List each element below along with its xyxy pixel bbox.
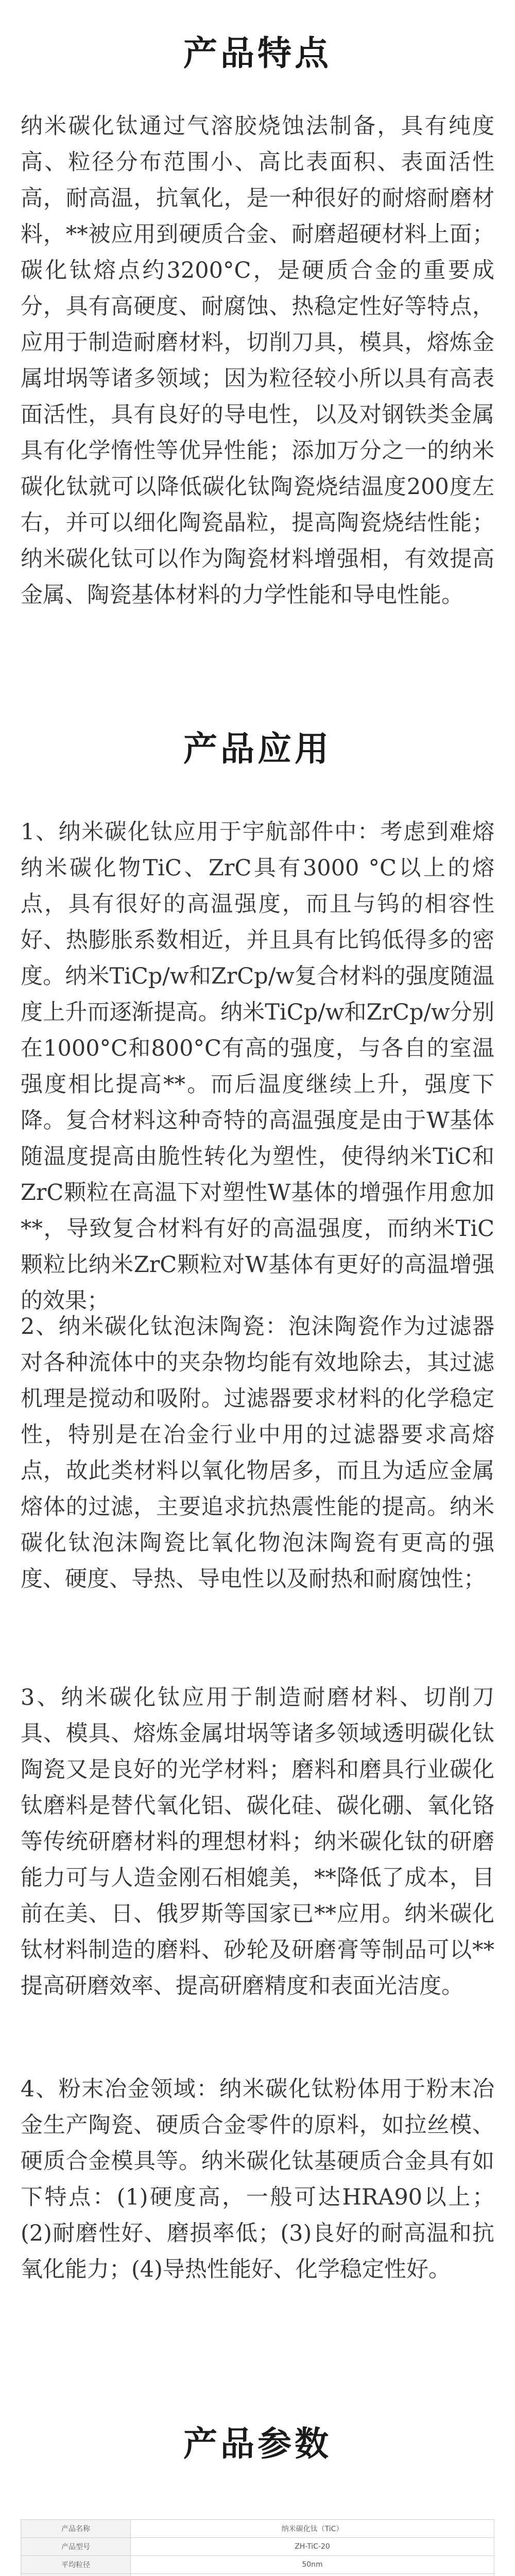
params-row (21, 2520, 494, 2538)
features-title: 产品特点 (183, 33, 332, 73)
param-value: 50nm (131, 2556, 494, 2574)
param-value: ZH-TiC-20 (131, 2538, 494, 2556)
features-paragraph: 纳米碳化钛通过气溶胶烧蚀法制备，具有纯度高、粒径分布范围小、高比表面积、表面活性高，耐高温，抗氧化，是一种很好的耐熔耐磨材料，**被应用到硬质合金、耐磨超硬材料上面；碳化钛熔点约3200°C，是硬质合金的重要成分，具有高硬度、耐腐蚀、热稳定性好等特点，应用于制造耐磨材料，切削刀具，模具，熔炼金属坩埚等诸多领域；因为粒径较小所以具有高表面活性，具有良好的导电性，以及对钢铁类金属具有化学惰性等优异性能；添加万分之一的纳米碳化钛就可以降低碳化钛陶瓷烧结温度200度左右，并可以细化陶瓷晶粒，提高陶瓷烧结性能；纳米碳化钛可以作为陶瓷材料增强相，有效提高金属、陶瓷基体材料的力学性能和导电性能。 (21, 113, 494, 608)
params-table-wrapper (0, 2499, 515, 2576)
application-paragraph-3: 3、纳米碳化钛应用于制造耐磨材料、切削刀具、模具、熔炼金属坩埚等诸多领域透明碳化钛陶瓷又是良好的光学材料；磨料和磨具行业碳化钛磨料是替代氧化铝、碳化硅、碳化硼、氧化铬等传统研磨材料的理想材料；纳米碳化钛的研磨能力可与人造金刚石相媲美，**降低了成本，目前在美、日、俄罗斯等国家已**应用。纳米碳化钛材料制造的磨料、砂轮及研磨膏等制品可以**提高研磨效率、提高研磨精度和表面光洁度。 (21, 1685, 494, 1999)
params-row (21, 2574, 494, 2576)
application-paragraph-1: 1、纳米碳化钛应用于宇航部件中：考虑到难熔纳米碳化物TiC、ZrC具有3000 °C以上的熔点，具有很好的高温强度，而且与钨的相容性好、热膨胀系数相近，并且具有比钨低得多的密度。纳米TiCp/w和ZrCp/w复合材料的强度随温度上升而逐渐提高。纳米TiCp/w和ZrCp/w分别在1000°C和800°C有高的强度，与各自的室温强度相比提高**。而后温度继续上升，强度下降。复合材料这种奇特的高温强度是由于W基体随温度提高由脆性转化为塑性，使得纳米TiC和ZrC颗粒在高温下对塑性W基体的增强作用愈加**，导致复合材料有好的高温强度，而纳米TiC颗粒比纳米ZrC颗粒对W基体有更好的高温增强的效果； (21, 819, 494, 1314)
params-row (21, 2538, 494, 2556)
applications-title: 产品应用 (183, 729, 332, 769)
application-paragraph-4: 4、粉末冶金领域：纳米碳化钛粉体用于粉末冶金生产陶瓷、硬质合金零件的原料，如拉丝模、硬质合金模具等。纳米碳化钛基硬质合金具有如下特点：(1)硬度高，一般可达HRA90以上；(2)耐磨性好、磨损率低；(3)良好的耐高温和抗氧化能力；(4)导热性能好、化学稳定性好。 (21, 2076, 494, 2282)
params-table (21, 2519, 494, 2576)
param-label: 产品名称 (21, 2520, 131, 2538)
param-value: 纳米碳化钛（TiC） (131, 2520, 494, 2538)
params-title: 产品参数 (183, 2424, 332, 2464)
param-label (21, 2574, 131, 2576)
application-paragraph-2: 2、纳米碳化钛泡沫陶瓷：泡沫陶瓷作为过滤器对各种流体中的夹杂物均能有效地除去，其过滤机理是搅动和吸附。过滤器要求材料的化学稳定性，特别是在冶金行业中用的过滤器要求高熔点，故此类材料以氧化物居多，而且为适应金属熔体的过滤，主要追求抗热震性能的提高。纳米碳化钛泡沫陶瓷比氧化物泡沫陶瓷有更高的强度、硬度、导热、导电性以及耐热和耐腐蚀性； (21, 1314, 494, 1592)
param-label: 产品型号 (21, 2538, 131, 2556)
param-value (131, 2574, 494, 2576)
param-label: 平均粒径 (21, 2556, 131, 2574)
params-row (21, 2556, 494, 2574)
